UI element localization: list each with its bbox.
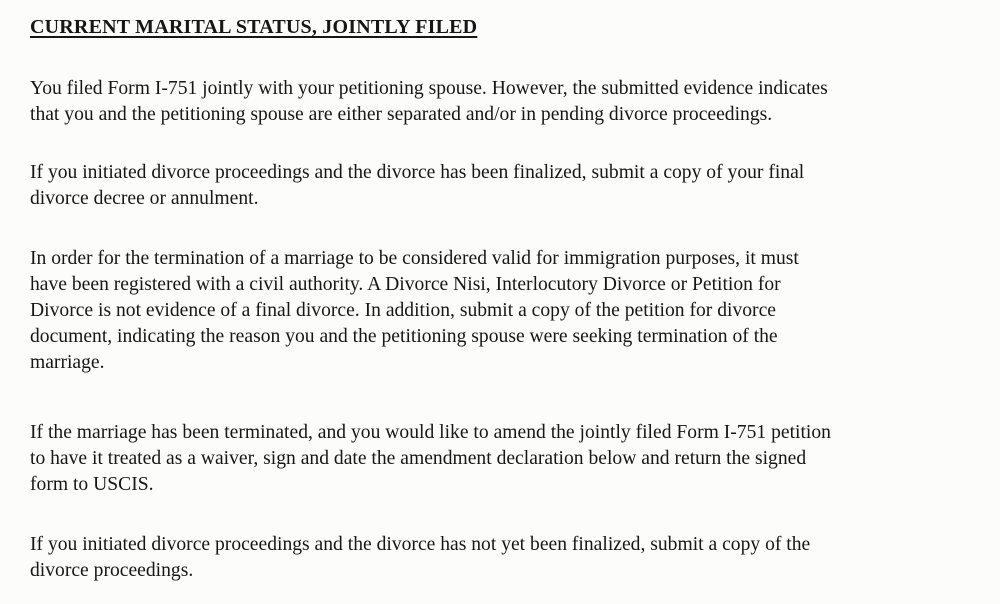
paragraph-termination-validity (30, 246, 990, 376)
paragraph-line: If the marriage has been terminated, and you would like to amend the jointly filed Form I-751 petition (30, 422, 831, 443)
paragraph-line: Divorce is not evidence of a final divorce. In addition, submit a copy of the petition for divorce (30, 300, 776, 321)
paragraph-line: You filed Form I-751 jointly with your petitioning spouse. However, the submitted evidence indicates (30, 78, 828, 99)
paragraph-line: If you initiated divorce proceedings and the divorce has been finalized, submit a copy of your final (30, 162, 805, 183)
paragraph-line: document, indicating the reason you and the petitioning spouse were seeking termination of the (30, 326, 778, 347)
paragraph-line: divorce decree or annulment. (30, 188, 259, 209)
paragraph-line: that you and the petitioning spouse are either separated and/or in pending divorce proceedings. (30, 104, 773, 125)
paragraph-pending-divorce (30, 532, 990, 584)
paragraph-finalized-divorce (30, 160, 990, 212)
paragraph-line: have been registered with a civil authority. A Divorce Nisi, Interlocutory Divorce or Petition for (30, 274, 781, 295)
paragraph-line: form to USCIS. (30, 474, 154, 495)
paragraph-line: divorce proceedings. (30, 560, 194, 581)
paragraph-line: marriage. (30, 352, 105, 373)
paragraph-waiver-amendment (30, 420, 990, 498)
paragraph-line: to have it treated as a waiver, sign and date the amendment declaration below and return the signed (30, 448, 807, 469)
paragraph-line: In order for the termination of a marriage to be considered valid for immigration purposes, it must (30, 248, 799, 269)
paragraph-line: If you initiated divorce proceedings and the divorce has not yet been finalized, submit a copy of the (30, 534, 811, 555)
paragraph-joint-filing (30, 76, 990, 128)
section-heading: CURRENT MARITAL STATUS, JOINTLY FILED (30, 16, 478, 38)
